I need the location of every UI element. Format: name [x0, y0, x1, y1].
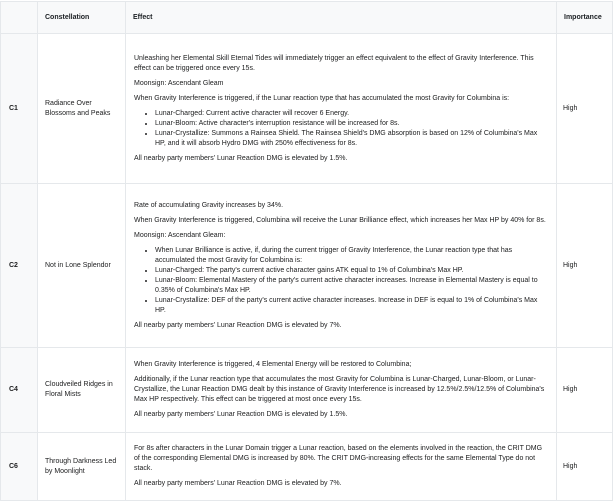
effect-bullet-list	[134, 109, 548, 149]
effect-paragraph: All nearby party members' Lunar Reaction DMG is elevated by 7%.	[134, 480, 342, 487]
effect-paragraph: When Gravity Interference is triggered, if the Lunar reaction type that has accumulated the most Gravity for Columbina is:	[134, 94, 510, 102]
effect-cell	[126, 348, 557, 433]
constellation-id: C2	[1, 184, 38, 348]
header-cell-effect: Effect	[126, 2, 557, 34]
effect-paragraph: For 8s after characters in the Lunar Domain trigger a Lunar reaction, based on the elements involved in the reaction, the CRIT DMG of the corresponding Elemental DMG is increased by 80%. The CRIT DMG-increasing effects for the same Elemental Type do not stack.	[134, 445, 543, 472]
effect-paragraph: Moonsign: Ascendant Gleam:	[134, 231, 226, 239]
table-row-c4	[1, 348, 613, 433]
effect-paragraph: All nearby party members' Lunar Reaction DMG is elevated by 7%.	[134, 321, 342, 329]
header-cell-constellation: Constellation	[38, 2, 126, 34]
effect-paragraph: Moonsign: Ascendant Gleam	[134, 79, 224, 87]
importance-cell: High	[557, 348, 613, 433]
constellation-id: C4	[1, 348, 38, 433]
table-row-c1	[1, 34, 613, 184]
constellation-name: Not in Lone Splendor	[38, 184, 126, 348]
constellation-name: Through Darkness Led by Moonlight	[38, 433, 126, 501]
constellation-name: Radiance Over Blossoms and Peaks	[38, 34, 126, 184]
constellation-name: Cloudveiled Ridges in Floral Mists	[38, 348, 126, 433]
effect-paragraph: Unleashing her Elemental Skill Eternal Tides will immediately trigger an effect equivalent to the effect of Gravity Interference. This effect can be triggered once every 15s.	[134, 54, 534, 72]
importance-cell: High	[557, 184, 613, 348]
constellation-id: C1	[1, 34, 38, 184]
effect-cell	[126, 34, 557, 184]
effect-bullet: • Lunar-Charged: Current active character will recover 6 Energy.	[155, 109, 548, 119]
effect-bullet: • Lunar-Charged: The party's current active character gains ATK equal to 1% of Columbina's Max HP.	[155, 266, 548, 276]
effect-bullet: • Lunar-Crystallize: Summons a Rainsea Shield. The Rainsea Shield's DMG absorption is based on 12% of Columbina's Max HP, and it will absorb Hydro DMG with 250% effectiveness for 8s.	[155, 129, 548, 149]
constellation-table	[0, 1, 613, 501]
table-row-c2	[1, 184, 613, 348]
header-row	[1, 2, 613, 34]
effect-paragraph: All nearby party members' Lunar Reaction DMG is elevated by 1.5%.	[134, 411, 348, 418]
importance-cell: High	[557, 34, 613, 184]
effect-paragraph: When Gravity Interference is triggered, Columbina will receive the Lunar Brilliance effect, which increases her Max HP by 40% for 8s.	[134, 216, 546, 224]
table-row-c6	[1, 433, 613, 501]
effect-bullet-list	[134, 246, 548, 316]
header-cell-blank	[1, 2, 38, 34]
effect-paragraph: Rate of accumulating Gravity increases by 34%.	[134, 201, 284, 209]
effect-paragraph: All nearby party members' Lunar Reaction DMG is elevated by 1.5%.	[134, 154, 348, 162]
effect-paragraph: Additionally, if the Lunar reaction type that accumulates the most Gravity for Columbina is Lunar-Charged, Lunar-Bloom, or Lunar-Crystallize, the Lunar Reaction DMG dealt by this instance of Gravity Interference is increased by 12.5%/2.5%/12.5% of Columbina's Max HP respectively. This effect can be triggered at most once every 15s.	[134, 376, 545, 403]
effect-cell	[126, 433, 557, 501]
effect-paragraph: When Gravity Interference is triggered, 4 Elemental Energy will be restored to Columbina;	[134, 361, 412, 368]
importance-cell: High	[557, 433, 613, 501]
effect-bullet: • Lunar-Bloom: Elemental Mastery of the party's current active character increases. Increase in Elemental Mastery is equal to 0.35% of Columbina's Max HP.	[155, 276, 548, 296]
effect-cell	[126, 184, 557, 348]
effect-bullet: • Lunar-Bloom: Active character's interruption resistance will be increased for 8s.	[155, 119, 548, 129]
header-cell-importance: Importance	[557, 2, 613, 34]
constellation-id: C6	[1, 433, 38, 501]
effect-bullet: • Lunar-Crystallize: DEF of the party's current active character increases. Increase in DEF is equal to 1% of Columbina's Max HP.	[155, 296, 548, 316]
effect-bullet: • When Lunar Brilliance is active, if, during the current trigger of Gravity Interference, the Lunar reaction type that has accumulated the most Gravity for Columbina is:	[155, 246, 548, 266]
